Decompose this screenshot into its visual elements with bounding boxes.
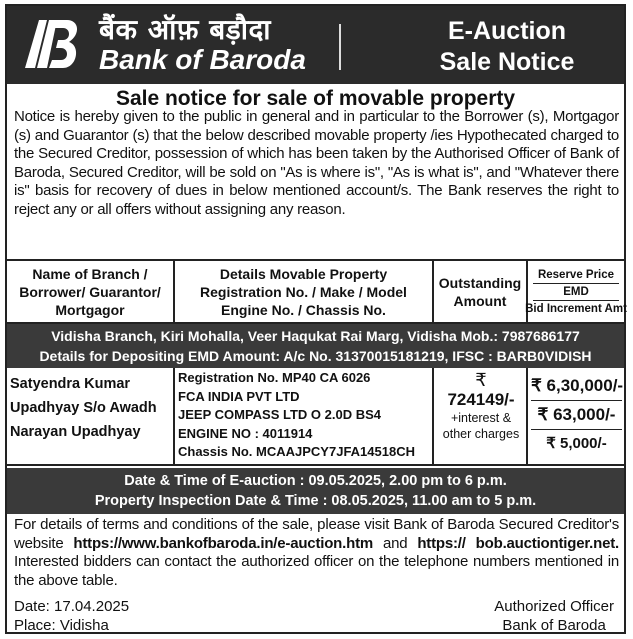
property-line: JEEP COMPASS LTD O 2.0D BS4 (178, 407, 381, 422)
notice-date: Date: 17.04.2025 (14, 598, 130, 615)
signatory-block (494, 597, 614, 635)
branch-line: Vidisha Branch, Kiri Mohalla, Veer Haqukat Rai Marg, Vidisha Mob.: 7987686177 (51, 328, 580, 344)
notice-frame (5, 4, 626, 634)
header-text: Details Movable Property (219, 265, 388, 282)
bank-name-hindi: बैंक ऑफ़ बड़ौदा (99, 13, 272, 46)
header-text: Name of Branch / (32, 265, 148, 282)
header-text: Borrower/ Guarantor/ (19, 283, 161, 300)
borrower-line: Narayan Upadhyay (10, 424, 141, 440)
branch-info-band (7, 324, 624, 368)
borrower-line: Satyendra Kumar (10, 376, 131, 392)
header-reserve-price (525, 261, 627, 322)
footer-text-after: Interested bidders can contact the authorized officer on the telephone numbers mentioned in the above table. (14, 553, 619, 589)
borrower-line: Upadhyay S/o Awadh (10, 400, 157, 416)
auction-datetime: Date & Time of E-auction : 09.05.2025, 2.00 pm to 6 p.m. (124, 473, 507, 489)
outstanding-note: other charges (442, 427, 520, 441)
footer-text-before: For details of terms and conditions of the sale, please visit Bank of Baroda Secured Creditor's website (14, 516, 619, 552)
outstanding-amount: 724149/- (447, 390, 515, 409)
rupee-symbol: ₹ (475, 370, 487, 390)
inspection-datetime: Property Inspection Date & Time : 08.05.2025, 11.00 am to 5 p.m. (94, 493, 537, 509)
header-text: Amount (453, 292, 507, 309)
website-link[interactable]: https://www.bankofbaroda.in/e-auction.htm (73, 534, 374, 552)
header-divider (339, 24, 341, 70)
header-text: Registration No. / Make / Model (200, 283, 407, 300)
property-line: ENGINE NO : 4011914 (178, 425, 313, 441)
reserve-price-value: ₹ 6,30,000/- (531, 372, 622, 401)
outstanding-note: +interest & (450, 411, 512, 425)
bid-increment-value: ₹ 5,000/- (546, 435, 607, 452)
schedule-band (7, 468, 624, 514)
title-line-1: E-Auction (447, 17, 567, 45)
notice-place: Place: Vidisha (14, 617, 109, 634)
borrower-name (10, 372, 170, 444)
footer-instructions (14, 516, 619, 590)
property-line: FCA INDIA PVT LTD (178, 388, 300, 404)
table-header-row (7, 259, 627, 324)
emd-account-line: Details for Depositing EMD Amount: A/c No. 31370015181219, IFSC : BARB0VIDISH (39, 348, 592, 364)
header-outstanding (434, 261, 526, 322)
property-details (178, 369, 433, 462)
auction-portal-link[interactable]: https:// bob.auctiontiger.net. (417, 534, 619, 552)
property-line: Registration No. MP40 CA 6026 (178, 370, 371, 385)
header-text: Mortgagor (55, 301, 125, 318)
header-borrower (7, 261, 173, 322)
column-divider (526, 368, 528, 464)
bank-name-english: Bank of Baroda (99, 44, 306, 75)
column-divider (173, 368, 175, 464)
signatory-title: Authorized Officer (494, 598, 614, 615)
header-text: EMD (563, 285, 589, 298)
header-property (175, 261, 432, 322)
footer-text-and: and (373, 534, 418, 552)
table-row (7, 368, 624, 466)
notice-heading: Sale notice for sale of movable property (115, 87, 516, 110)
notice-body: Notice is hereby given to the public in general and in particular to the Borrower (s), Mortgagor (s) and Guarantor (s) that the below described movable property /ies Hypothecated charged to the Secured Creditor, possession of which has been taken by the Authorised Officer of Bank of Baroda, Secured Creditor, will be sold on "As is where is", "As is what is", and "Whatever there is" basis for recovery of dues in below mentioned account/s. The Bank reserves the right to reject any or all offers without assigning any reason. (14, 108, 619, 218)
title-line-2: Sale Notice (439, 48, 575, 76)
signatory-org: Bank of Baroda (502, 617, 606, 634)
header-text: Outstanding (438, 274, 522, 291)
outstanding-amount-cell (435, 370, 527, 442)
emd-value: ₹ 63,000/- (531, 401, 622, 430)
header-text: Bid Increment Amt (525, 302, 627, 315)
reserve-price-cell (529, 372, 624, 452)
header-rule (533, 283, 619, 284)
header-banner (7, 6, 624, 84)
bank-of-baroda-logo-icon (19, 12, 83, 76)
eauction-title (397, 16, 617, 78)
header-text: Engine No. / Chassis No. (221, 301, 386, 318)
property-line: Chassis No. MCAAJPCY7JFA14518CH (178, 444, 415, 459)
header-text: Reserve Price (537, 268, 615, 281)
header-rule (533, 300, 619, 301)
date-place-block (14, 597, 129, 635)
column-divider (432, 368, 434, 464)
